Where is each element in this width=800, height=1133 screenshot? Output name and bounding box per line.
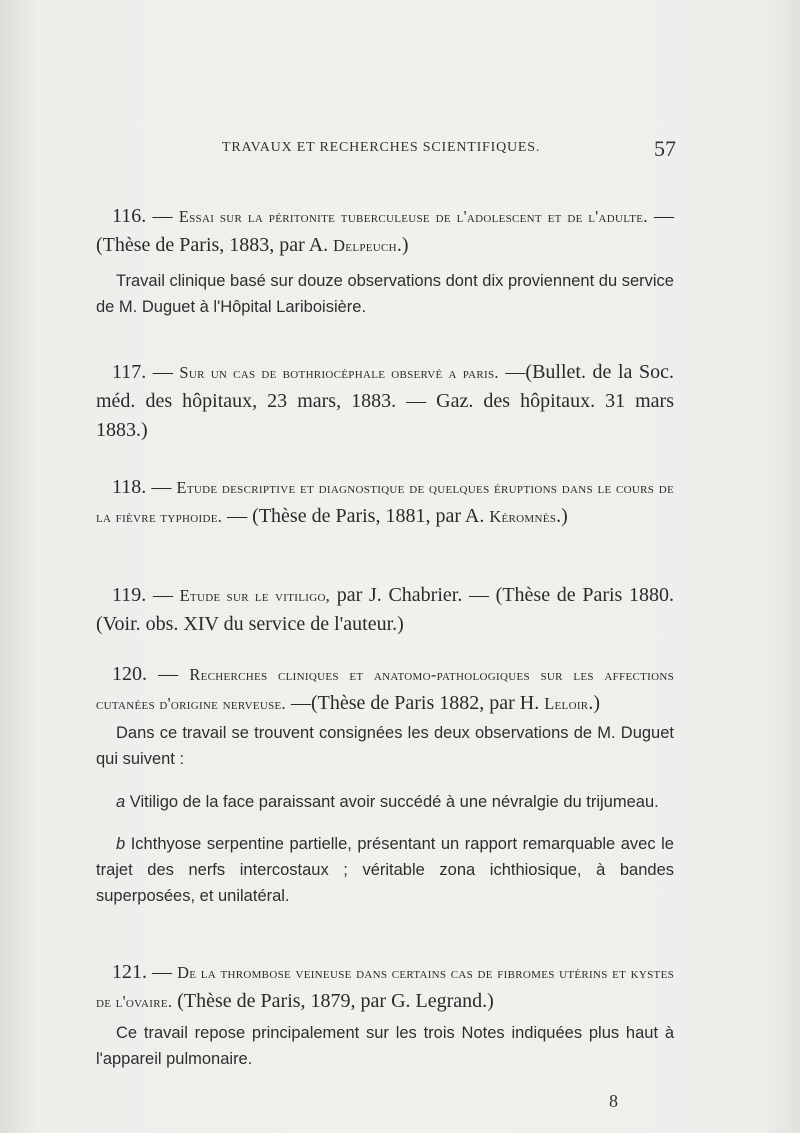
entry-number: 120. [112, 663, 147, 685]
entry-title: Essai sur la péritonite tuberculeuse de l'adolescent et de l'adulte. [178, 207, 648, 226]
item-text: Vitiligo de la face paraissant avoir succédé à une névralgie du trijumeau. [125, 792, 659, 811]
entry-dash: — [146, 476, 177, 498]
entry-intro: Dans ce travail se trouvent consignées les deux observations de M. Duguet qui suivent : [96, 724, 674, 768]
entry-reference: — (Thèse de Paris, 1881, par A. [222, 505, 490, 527]
entry-dash: — [146, 361, 180, 383]
entry-dash: — [146, 584, 180, 606]
entry-title: Sur un cas de bothriocéphale observé a paris. [179, 363, 499, 382]
entry-reference: — (Thèse de Paris, 1883, par A. [96, 205, 675, 256]
entry-heading [96, 358, 674, 445]
entry-number: 119. [112, 584, 147, 606]
item-letter: b [116, 835, 126, 853]
entry-reference: —(Thèse de Paris 1882, par H. [285, 692, 545, 714]
entry-number: 116. [112, 205, 147, 227]
entry-paragraph: Ce travail repose principalement sur les trois Notes indiquées plus haut à l'appareil pulmonaire. [96, 1024, 674, 1068]
entry-dash: — [147, 663, 190, 685]
entry-title: Etude descriptive et diagnostique de quelques éruptions dans le cours de la fièvre typhoide. [96, 478, 674, 526]
entry-number: 117. [112, 361, 147, 383]
entry-author: Delpeuch [333, 236, 397, 255]
entry-117 [96, 358, 674, 445]
entry-reference-end: .) [556, 505, 568, 527]
entry-number: 118. [112, 476, 147, 498]
running-head: TRAVAUX ET RECHERCHES SCIENTIFIQUES. [222, 140, 541, 155]
entry-item-b [96, 831, 674, 909]
entry-title: De la thrombose veineuse dans certains cas de fibromes utérins et kystes de l'ovaire. [96, 963, 675, 1011]
entry-reference: (Thèse de Paris, 1879, par G. Legrand.) [172, 990, 494, 1012]
entry-author: Leloir [544, 694, 589, 713]
entry-title: Recherches cliniques et anatomo-pathologiques sur les affections cutanées d'origine nerveuse. [96, 665, 675, 713]
entry-reference: par J. Chabrier. — (Thèse de Paris 1880. (Voir. obs. XIV du service de l'auteur.) [96, 584, 674, 635]
entry-dash: — [146, 205, 179, 227]
entry-heading [96, 581, 674, 639]
entry-reference-end: .) [396, 234, 409, 256]
entry-121 [96, 958, 674, 1089]
entry-paragraph: Travail clinique basé sur douze observations dont dix proviennent du service de M. Duguet à l'Hôpital Lariboisière. [96, 272, 674, 316]
signature-mark: 8 [609, 1091, 618, 1111]
entry-reference: —(Bullet. de la Soc. méd. des hôpitaux, 23 mars, 1883. — Gaz. des hôpitaux. 31 mars 1883.) [96, 361, 674, 441]
entry-119 [96, 581, 674, 639]
entry-118 [96, 473, 674, 531]
entry-item-a [96, 789, 674, 815]
page-header [0, 136, 800, 166]
entry-heading [96, 660, 674, 718]
entry-dash: — [147, 961, 178, 983]
entry-heading [96, 958, 674, 1016]
item-letter: a [116, 792, 126, 811]
entry-reference-end: .) [588, 692, 601, 714]
entry-heading [96, 202, 674, 260]
entry-heading [96, 473, 674, 531]
page-number: 57 [654, 136, 676, 161]
entry-author: Kéromnès [489, 507, 557, 526]
entry-116 [96, 202, 674, 337]
item-text: Ichthyose serpentine partielle, présentant un rapport remarquable avec le trajet des nerfs intercostaux ; véritable zona ichthiosique, à bandes superposées, et unilatéral. [96, 835, 674, 905]
entry-number: 121. [112, 961, 147, 983]
entry-120 [96, 660, 674, 926]
entry-title: Etude sur le vitiligo, [179, 586, 331, 605]
